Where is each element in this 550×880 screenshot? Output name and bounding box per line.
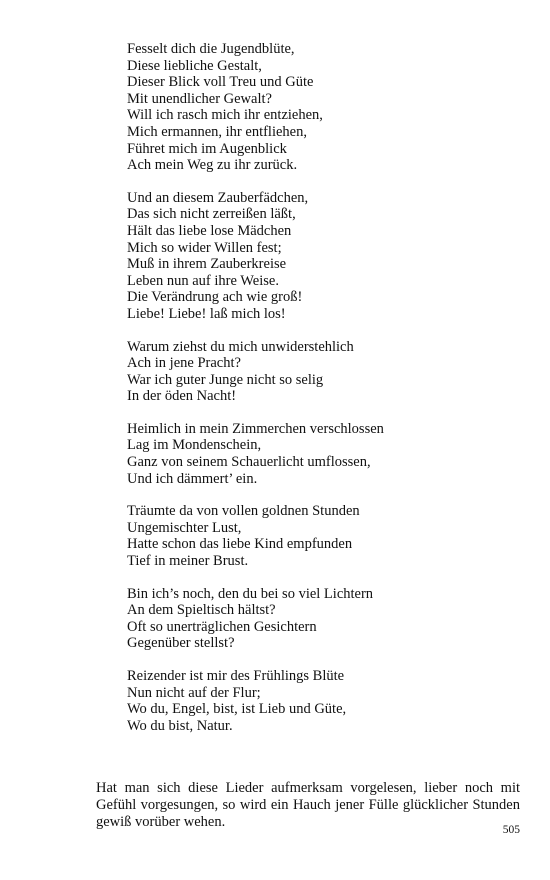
- poem-line: Fesselt dich die Jugendblüte,: [127, 41, 295, 57]
- stanza-6: [127, 586, 487, 652]
- poem-line: Ach mein Weg zu ihr zurück.: [127, 157, 298, 174]
- stanza-4: [127, 421, 487, 487]
- poem-line: An dem Spieltisch hältst?: [127, 602, 276, 619]
- poem-line: Ungemischter Lust,: [127, 519, 242, 536]
- poem-line: Liebe! Liebe! laß mich los!: [127, 305, 286, 322]
- poem-line: Wo du, Engel, bist, ist Lieb und Güte,: [127, 701, 347, 718]
- stanza-2: [127, 190, 487, 323]
- poem-line: Und ich dämmert’ ein.: [127, 470, 258, 487]
- stanza-7: [127, 668, 487, 734]
- poem-line: Nun nicht auf der Flur;: [127, 684, 261, 701]
- poem-line: Diese liebliche Gestalt,: [127, 57, 262, 74]
- poem-line: Dieser Blick voll Treu und Güte: [127, 74, 314, 91]
- poem-line: Das sich nicht zerreißen läßt,: [127, 206, 296, 223]
- poem-line: Tief in meiner Brust.: [127, 553, 249, 570]
- prose-paragraph: Hat man sich diese Lieder aufmerksam vorgelesen, lieber noch mit Gefühl vorgesungen, so wird ein Hauch jener Fülle glücklicher Stunden gewiß vorüber wehen.: [96, 779, 520, 830]
- poem-line: In der öden Nacht!: [127, 388, 237, 405]
- poem-line: Die Verändrung ach wie groß!: [127, 289, 303, 306]
- poem-line: Mit unendlicher Gewalt?: [127, 90, 272, 107]
- poem-line: Hatte schon das liebe Kind empfunden: [127, 536, 353, 553]
- poem-line: Träumte da von vollen goldnen Stunden: [127, 503, 360, 520]
- stanza-3: [127, 339, 487, 405]
- page-number: 505: [502, 824, 520, 836]
- poem-line: Leben nun auf ihre Weise.: [127, 272, 279, 289]
- stanza-5: [127, 503, 487, 569]
- stanza-1: [127, 41, 487, 174]
- poem-line: Bin ich’s noch, den du bei so viel Lichtern: [127, 585, 374, 602]
- poem-line: Reizender ist mir des Frühlings Blüte: [127, 668, 345, 684]
- poem-line: War ich guter Junge nicht so selig: [127, 371, 324, 388]
- poem-line: Ach in jene Pracht?: [127, 355, 241, 372]
- poem-line: Lag im Mondenschein,: [127, 437, 262, 454]
- poem: [127, 41, 487, 750]
- poem-line: Muß in ihrem Zauberkreise: [127, 256, 287, 273]
- poem-line: Heimlich in mein Zimmerchen verschlossen: [127, 420, 384, 437]
- poem-line: Mich ermannen, ihr entfliehen,: [127, 123, 307, 140]
- poem-line: Warum ziehst du mich unwiderstehlich: [127, 338, 354, 355]
- poem-line: Wo du bist, Natur.: [127, 717, 233, 734]
- poem-line: Ganz von seinem Schauerlicht umflossen,: [127, 454, 371, 471]
- poem-line: Gegenüber stellst?: [127, 635, 235, 652]
- poem-line: Hält das liebe lose Mädchen: [127, 222, 292, 239]
- poem-line: Will ich rasch mich ihr entziehen,: [127, 107, 323, 124]
- poem-line: Und an diesem Zauberfädchen,: [127, 189, 309, 206]
- poem-line: Führet mich im Augenblick: [127, 140, 287, 157]
- poem-line: Mich so wider Willen fest;: [127, 239, 282, 256]
- poem-line: Oft so unerträglichen Gesichtern: [127, 618, 317, 635]
